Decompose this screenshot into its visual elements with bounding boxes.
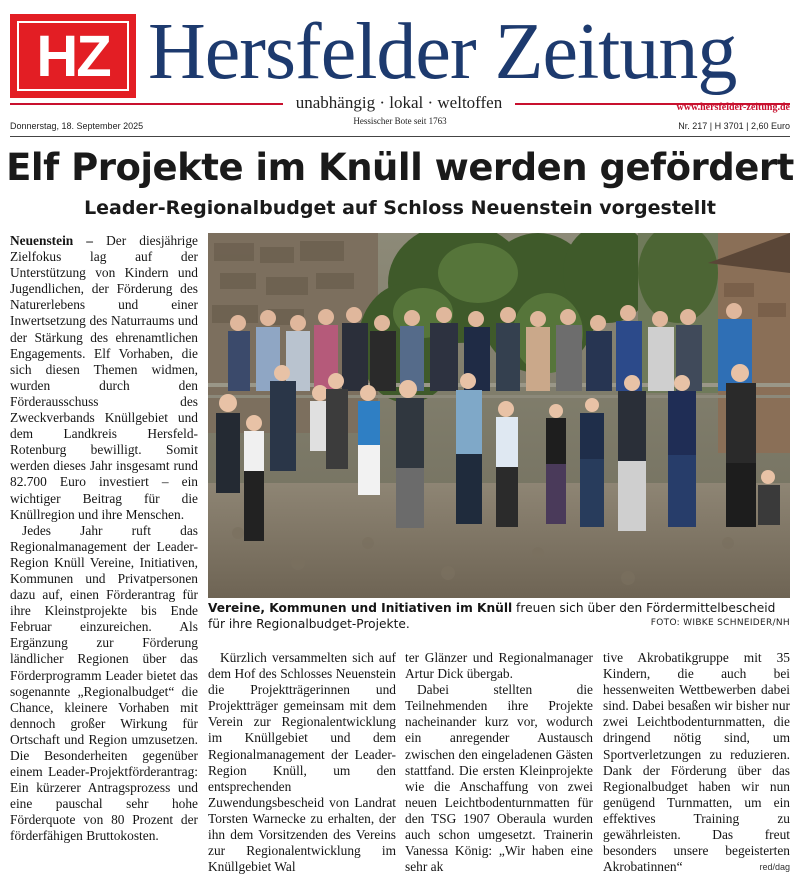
group-photo[interactable] xyxy=(208,233,790,598)
article-paragraph: Jedes Jahr ruft das Regionalmanagement der Leader-Region Knüll Vereine, Initiativen, Kommunen und Privatpersonen dazu auf, einen Förderantrag für ihre Kleinstprojekte bis Ende Februar einzureichen. Als Ergänzung zur Förderung ländlicher Regionen über das Förderprogramm Leader bietet das sogenannte „Regionalbudget“ die Chance, kleinere Vorhaben mit dennoch großer Wirkung für Ortschaft und Region umzusetzen. Die Besonderheiten gegenüber einem Leader-Projektförderantrag: Ein kürzerer Antragsprozess und eine pauschal sehr hohe Förderquote von 80 Prozent der förderfähigen Bruttokosten. xyxy=(10,522,198,844)
byline: red/dag xyxy=(759,862,790,872)
article-paragraph: Kürzlich versammelten sich auf dem Hof des Schlosses Neuenstein die Projektträgerinnen und Projektträger gemeinsam mit dem Verein zur Regionalentwicklung im Knüllgebiet und dem Regionalmanagement der Leader-Region Knüll, um den entsprechenden Zuwendungsbescheid von Landrat Torsten Warnecke zu erhalten, der ihn dem Vorsitzenden des Vereins zur Regionalentwicklung im Knüllgebiet Wal xyxy=(208,650,396,875)
masthead xyxy=(0,0,800,140)
logo-text: HZ xyxy=(36,23,110,89)
issue-date: Donnerstag, 18. September 2025 xyxy=(10,121,144,131)
article-column-2 xyxy=(208,650,396,878)
article-paragraph: Dabei stellten die Teilnehmenden ihre Projekte nacheinander kurz vor, wodurch ein anregender Austausch zwischen den eingeladenen Gästen stattfand. Die ersten Kleinprojekte wie die Anschaffung von zwei neuen Leichtbodenturnmatten für den TSG 1907 Oberaula wurden auch schon umgesetzt. Trainerin Vanessa König: „Wir haben eine sehr ak xyxy=(405,682,593,875)
hz-logo[interactable] xyxy=(10,14,136,98)
photo-credit: FOTO: WIBKE SCHNEIDER/NH xyxy=(650,618,790,628)
article-paragraph: ter Glänzer und Regionalmanager Artur Dick übergab. xyxy=(405,650,593,682)
issue-number-price: Nr. 217 | H 3701 | 2,60 Euro xyxy=(678,121,790,131)
article-subheadline: Leader-Regionalbudget auf Schloss Neuenstein vorgestellt xyxy=(84,197,716,219)
masthead-divider xyxy=(10,136,790,137)
slogan: unabhängig · lokal · weltoffen xyxy=(295,93,503,112)
website-link[interactable]: www.hersfelder-zeitung.de xyxy=(676,102,790,113)
article-headline: Elf Projekte im Knüll werden gefördert xyxy=(6,146,794,189)
article-column-1 xyxy=(10,233,198,878)
caption-lead: Vereine, Kommunen und Initiativen im Knüll xyxy=(208,601,513,615)
article-column-4 xyxy=(603,650,790,878)
dateline: Neuenstein – xyxy=(10,233,94,248)
group-photo-illustration xyxy=(208,233,790,598)
article-paragraph xyxy=(10,233,198,523)
caption-text: freuen sich über den Fördermittelbescheid für ihre Regionalbudget-Projekte. xyxy=(208,601,776,631)
issue-meta-row xyxy=(10,118,790,134)
article-column-3 xyxy=(405,650,593,878)
article-paragraph: tive Akrobatikgruppe mit 35 Kindern, die auch bei hessenweiten Wettbewerben dabei sind. Dabei besaßen wir bisher nur zwei Leichtbodenturnmatten, die dringend nötig sind, um Sportverletzungen zu reduzieren. Dank der Förderung über das Regionalbudget haben wir nun genügend Turnmatten, um ein effektives Training zu gewährleisten. Das freut besonders unsere begeisterten Akrobatinnen“ xyxy=(603,650,790,875)
paragraph-text: Der diesjährige Zielfokus lag auf der Unterstützung von Kindern und Jugendlichen, der Förderung des Naturerlebens und einer Inwertsetzung des Naturraums und der Stärkung des ehrenamtlichen Engagements. Elf Vorhaben, die sich diesen Themen widmen, wurden durch den Förderausschuss des Zweckverbands Knüllgebiet und dem Landkreis Hersfeld-Rotenburg bewilligt. Somit werden dieses Jahr insgesamt rund 82.700 Euro investiert – ein wichtiger Beitrag für die Knüllregion und ihre Menschen. xyxy=(10,233,198,522)
paper-name: Hersfelder Zeitung xyxy=(148,8,737,96)
hessischer-bote-note: Hessischer Bote seit 1763 xyxy=(353,116,447,126)
